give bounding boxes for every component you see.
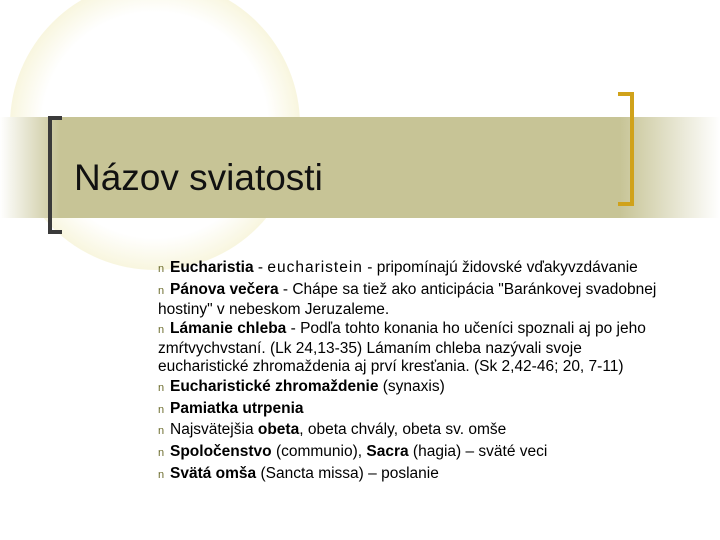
slide-body [158, 259, 658, 487]
list-item: n Pamiatka utrpenia [158, 400, 658, 420]
bullet-icon: n [158, 447, 165, 460]
list-item: n Najsvätejšia obeta, obeta chvály, obeta sv. omše [158, 421, 658, 441]
bullet-icon: n [158, 425, 165, 438]
list-item: n Pánova večera - Chápe sa tiež ako anticipácia "Baránkovej svadobnej hostiny" v nebeskom Jeruzaleme. [158, 280, 657, 318]
slide-title: Názov sviatosti [74, 157, 323, 198]
greek-term: eucharistein [267, 259, 363, 276]
right-bracket-decoration [618, 92, 634, 206]
bullet-icon: n [158, 284, 165, 297]
bullet-icon: n [158, 324, 165, 337]
bullet-icon: n [158, 263, 165, 275]
list-item: n Svätá omša (Sancta missa) – poslanie [158, 465, 658, 485]
bullet-icon: n [158, 381, 165, 394]
left-bracket-decoration [48, 116, 62, 234]
list-item: n Eucharistické zhromaždenie (synaxis) [158, 378, 658, 398]
bullet-icon: n [158, 468, 165, 481]
list-item: n Spoločenstvo (communio), Sacra (hagia) – sväté veci [158, 443, 658, 463]
list-item: n Lámanie chleba - Podľa tohto konania ho učeníci spoznali aj po jeho zmŕtvychvstaní. (Lk 24,13-35) Lámaním chleba nazývali svoje eucharistické zhromaždenia aj prví kresťania. (Sk 2,42-46; 20, 7-11) [158, 320, 646, 375]
title-band-fade-right [620, 117, 720, 218]
bullet-icon: n [158, 403, 165, 416]
list-item: n Eucharistia - eucharistein - pripomínajú židovské vďakyvzdávanie [158, 259, 658, 279]
